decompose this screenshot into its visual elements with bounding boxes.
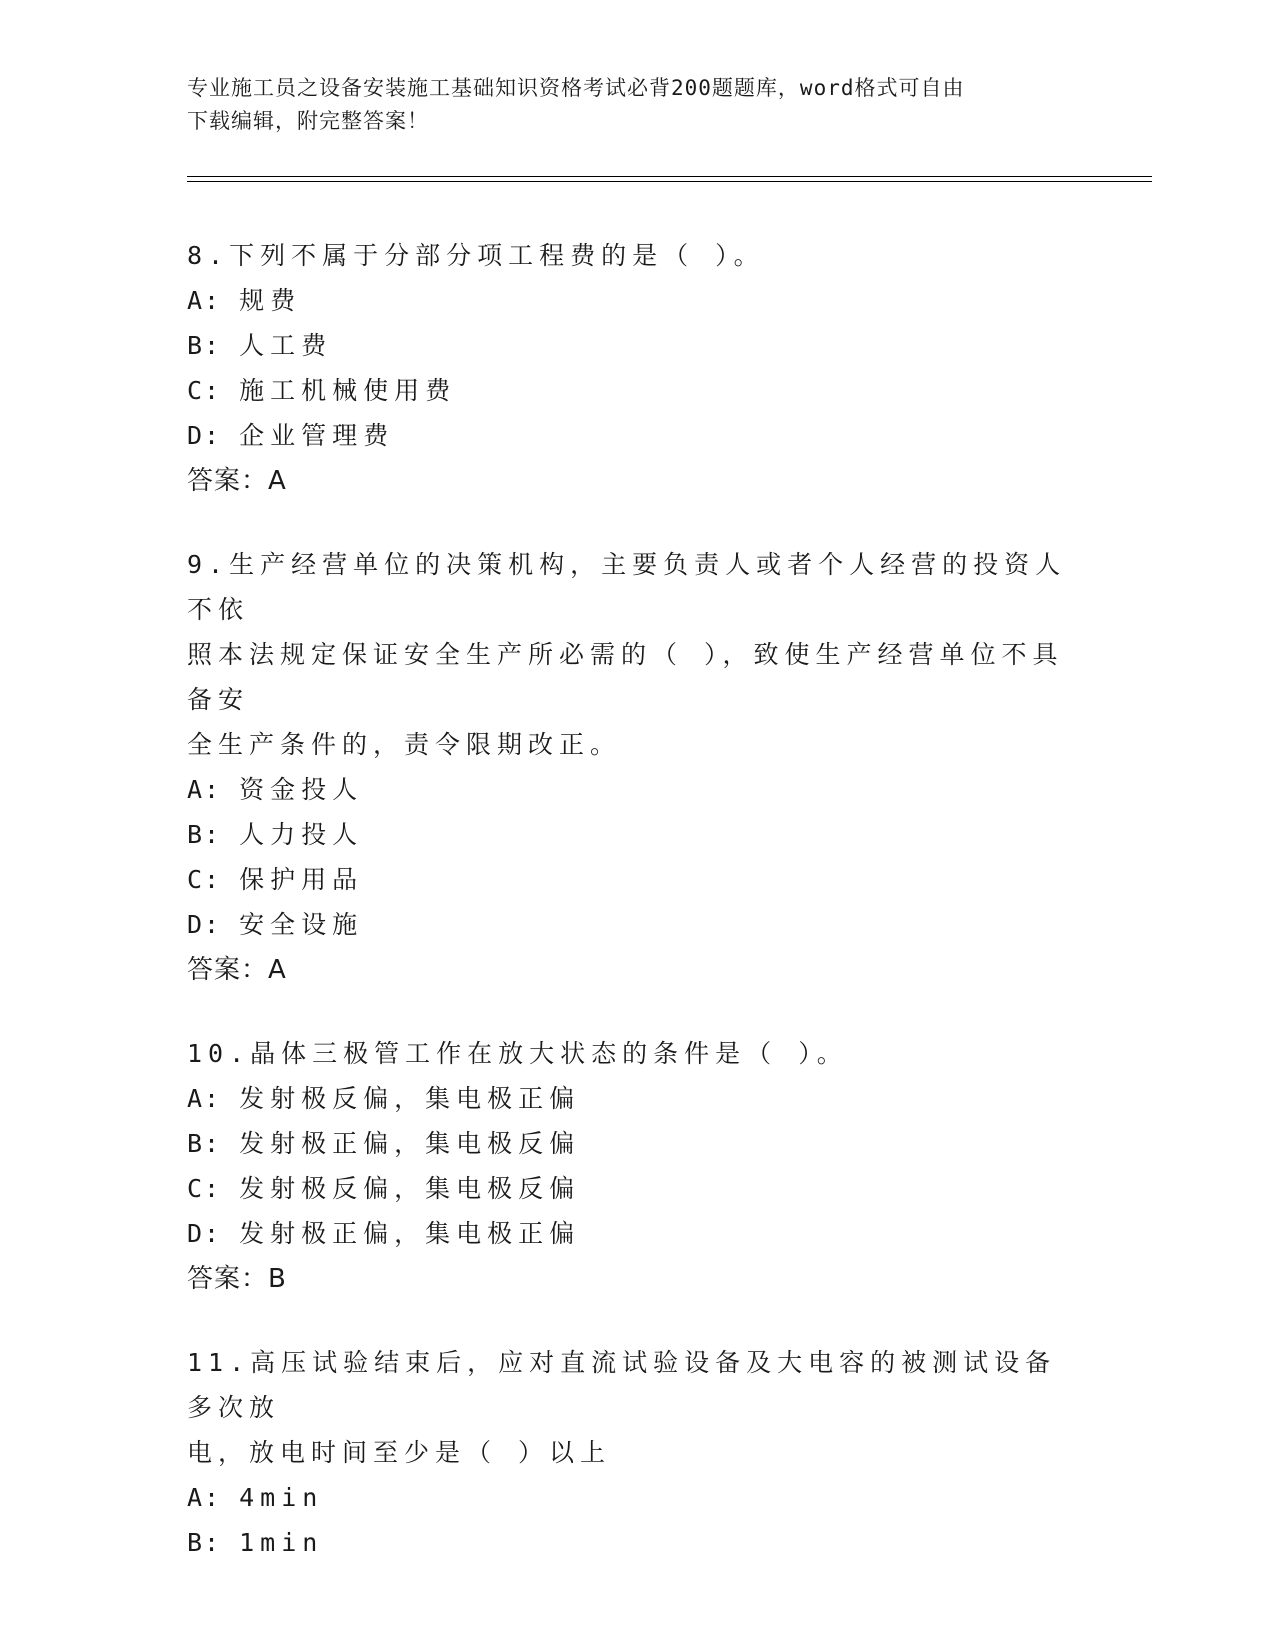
- option-a: [187, 278, 1087, 323]
- option-key: C:: [187, 865, 222, 894]
- question-text: 8.下列不属于分部分项工程费的是（ ）。: [187, 241, 765, 270]
- header-line-1: 专业施工员之设备安装施工基础知识资格考试必背200题题库，word格式可自由: [187, 76, 965, 100]
- option-b: [187, 812, 1087, 857]
- question-text: 10.晶体三极管工作在放大状态的条件是（ ）。: [187, 1039, 848, 1068]
- option-key: B:: [187, 1528, 222, 1557]
- option-text: 发射极反偏，集电极正偏: [239, 1084, 581, 1113]
- option-key: B:: [187, 820, 222, 849]
- option-c: [187, 368, 1087, 413]
- option-text: 1min: [239, 1528, 324, 1557]
- option-text: 安全设施: [239, 910, 364, 939]
- option-key: A:: [187, 1483, 222, 1512]
- option-a: [187, 1076, 1087, 1121]
- option-key: A:: [187, 1084, 222, 1113]
- option-key: D:: [187, 910, 222, 939]
- question-11: [187, 1340, 1087, 1565]
- option-b: [187, 323, 1087, 368]
- option-key: C:: [187, 1174, 222, 1203]
- option-key: A:: [187, 775, 222, 804]
- answer-label: 答案：B: [187, 1264, 287, 1294]
- question-9: [187, 542, 1087, 993]
- option-b: [187, 1121, 1087, 1166]
- option-text: 发射极正偏，集电极正偏: [239, 1219, 581, 1248]
- question-10: [187, 1031, 1087, 1302]
- option-text: 4min: [239, 1483, 324, 1512]
- option-text: 人力投人: [239, 820, 364, 849]
- question-8: [187, 233, 1087, 504]
- header-divider-bottom: [187, 181, 1152, 182]
- option-d: [187, 1211, 1087, 1256]
- option-c: [187, 857, 1087, 902]
- question-text-line: 11.高压试验结束后，应对直流试验设备及大电容的被测试设备多次放: [187, 1348, 1057, 1422]
- option-text: 发射极正偏，集电极反偏: [239, 1129, 581, 1158]
- answer-label: 答案：A: [187, 466, 287, 496]
- option-text: 发射极反偏，集电极反偏: [239, 1174, 581, 1203]
- header-divider-top: [187, 176, 1152, 177]
- option-text: 保护用品: [239, 865, 364, 894]
- option-c: [187, 1166, 1087, 1211]
- question-text-line: 9.生产经营单位的决策机构，主要负责人或者个人经营的投资人不依: [187, 550, 1067, 624]
- option-a: [187, 767, 1087, 812]
- option-text: 企业管理费: [239, 421, 395, 450]
- option-text: 资金投人: [239, 775, 364, 804]
- question-text-line: 全生产条件的，责令限期改正。: [187, 730, 622, 759]
- option-key: B:: [187, 331, 222, 360]
- option-d: [187, 902, 1087, 947]
- option-d: [187, 413, 1087, 458]
- question-list: [187, 233, 1087, 1603]
- option-key: D:: [187, 421, 222, 450]
- answer-label: 答案：A: [187, 955, 287, 985]
- option-key: C:: [187, 376, 222, 405]
- option-key: B:: [187, 1129, 222, 1158]
- option-text: 施工机械使用费: [239, 376, 457, 405]
- option-a: [187, 1475, 1087, 1520]
- option-key: A:: [187, 286, 222, 315]
- header-line-2: 下载编辑，附完整答案！: [187, 109, 429, 133]
- option-text: 规费: [239, 286, 302, 315]
- option-key: D:: [187, 1219, 222, 1248]
- document-header: [187, 72, 1067, 138]
- question-text-line: 照本法规定保证安全生产所必需的（ ），致使生产经营单位不具备安: [187, 640, 1064, 714]
- option-text: 人工费: [239, 331, 333, 360]
- question-text-line: 电，放电时间至少是（ ）以上: [187, 1438, 612, 1467]
- option-b: [187, 1520, 1087, 1565]
